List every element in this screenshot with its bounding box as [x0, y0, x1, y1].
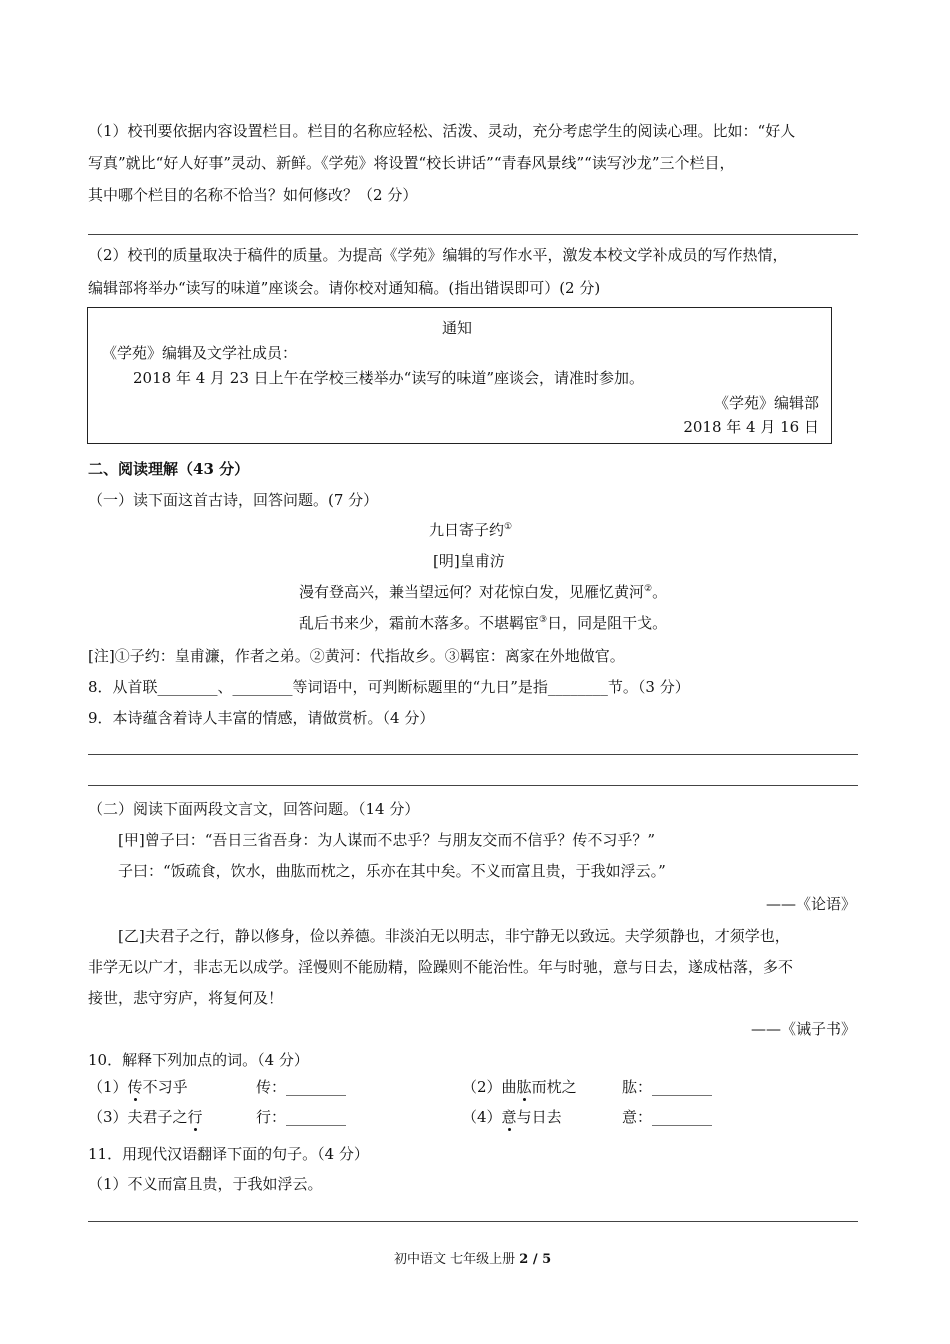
part2-intro: （二）阅读下面两段文言文，回答问题。（14 分） — [88, 800, 420, 818]
question-9: 9．本诗蕴含着诗人丰富的情感，请做赏析。（4 分） — [88, 709, 435, 727]
q7-1-line2: 写真”就比“好人好事”灵动、新鲜。《学苑》将设置“校长讲话”“青春风景线”“读写沙龙”三个栏目， — [88, 154, 735, 172]
passage-yi-line2: 非学无以广才，非志无以成学。淫慢则不能励精，险躁则不能治性。年与时驰，意与日去，遂成枯落，多不 — [88, 958, 794, 976]
q7-1-line3: 其中哪个栏目的名称不恰当？如何修改？（2 分） — [88, 186, 418, 204]
q10-item-2: （2）曲肱而枕之 — [462, 1078, 577, 1096]
poem-title: 九日寄子约① — [429, 521, 513, 539]
q7-2-line2: 编辑部将举办“读写的味道”座谈会。请你校对通知稿。(指出错误即可）(2 分) — [88, 279, 601, 297]
passage-yi-source: ——《诫子书》 — [750, 1020, 856, 1038]
poem-notes: [注]①子约：皇甫濂，作者之弟。②黄河：代指故乡。③羁宦：离家在外地做官。 — [88, 647, 625, 665]
answer-line — [88, 1221, 858, 1222]
section-heading: 二、阅读理解（43 分） — [88, 460, 250, 478]
answer-line — [88, 785, 858, 786]
q10-item-3: （3）夫君子之行 — [88, 1108, 203, 1126]
poem-line-2: 乱后书来少，霜前木落多。不堪羁宦③日，同是阻干戈。 — [299, 614, 668, 632]
q10-item-3-answer: 行：________ — [256, 1108, 347, 1126]
q10-item-4-answer: 意：________ — [622, 1108, 713, 1126]
q11-sentence-1: （1）不义而富且贵，于我如浮云。 — [88, 1175, 323, 1193]
question-11: 11．用现代汉语翻译下面的句子。（4 分） — [88, 1145, 369, 1163]
page-number: 2 / 5 — [519, 1252, 552, 1267]
part1-intro: （一）读下面这首古诗，回答问题。(7 分） — [88, 491, 379, 509]
q7-2-line1: （2）校刊的质量取决于稿件的质量。为提高《学苑》编辑的写作水平，激发本校文学补成员的写作热情， — [88, 246, 788, 264]
question-8: 8．从首联________、________等词语中，可判断标题里的“九日”是指________节。（3 分） — [88, 678, 690, 696]
answer-line — [88, 754, 858, 755]
notice-signer: 《学苑》编辑部 — [713, 394, 819, 412]
notice-title: 通知 — [442, 319, 473, 337]
poem-author: [明]皇甫汸 — [433, 552, 505, 570]
notice-addressee: 《学苑》编辑及文学社成员： — [102, 344, 298, 362]
passage-yi-line3: 接世，悲守穷庐，将复何及！ — [88, 989, 284, 1007]
passage-jia-line2: 子曰：“饭疏食，饮水，曲肱而枕之，乐亦在其中矣。不义而富且贵，于我如浮云。” — [118, 862, 666, 880]
answer-line — [88, 234, 858, 235]
q10-item-1: （1）传不习乎 — [88, 1078, 188, 1096]
notice-date: 2018 年 4 月 16 日 — [683, 418, 819, 436]
passage-jia-source: ——《论语》 — [765, 895, 856, 913]
passage-jia-line1: [甲]曾子曰：“吾日三省吾身：为人谋而不忠乎？与朋友交而不信乎？传不习乎？” — [118, 831, 656, 849]
q10-item-2-answer: 肱：________ — [622, 1078, 713, 1096]
q10-item-1-answer: 传：________ — [256, 1078, 347, 1096]
poem-line-1: 漫有登高兴，兼当望远何？对花惊白发，见雁忆黄河②。 — [299, 583, 668, 601]
q7-1-line1: （1）校刊要依据内容设置栏目。栏目的名称应轻松、活泼、灵动，充分考虑学生的阅读心理。比如：“好人 — [88, 122, 796, 140]
page-footer: 初中语文 七年级上册 2 / 5 — [394, 1252, 552, 1267]
passage-yi-line1: [乙]夫君子之行，静以修身，俭以养德。非淡泊无以明志，非宁静无以致远。夫学须静也，才须学也， — [118, 927, 790, 945]
question-10: 10．解释下列加点的词。（4 分） — [88, 1051, 309, 1069]
q10-item-4: （4）意与日去 — [462, 1108, 562, 1126]
notice-body: 2018 年 4 月 23 日上午在学校三楼举办“读写的味道”座谈会，请准时参加。 — [133, 369, 644, 387]
